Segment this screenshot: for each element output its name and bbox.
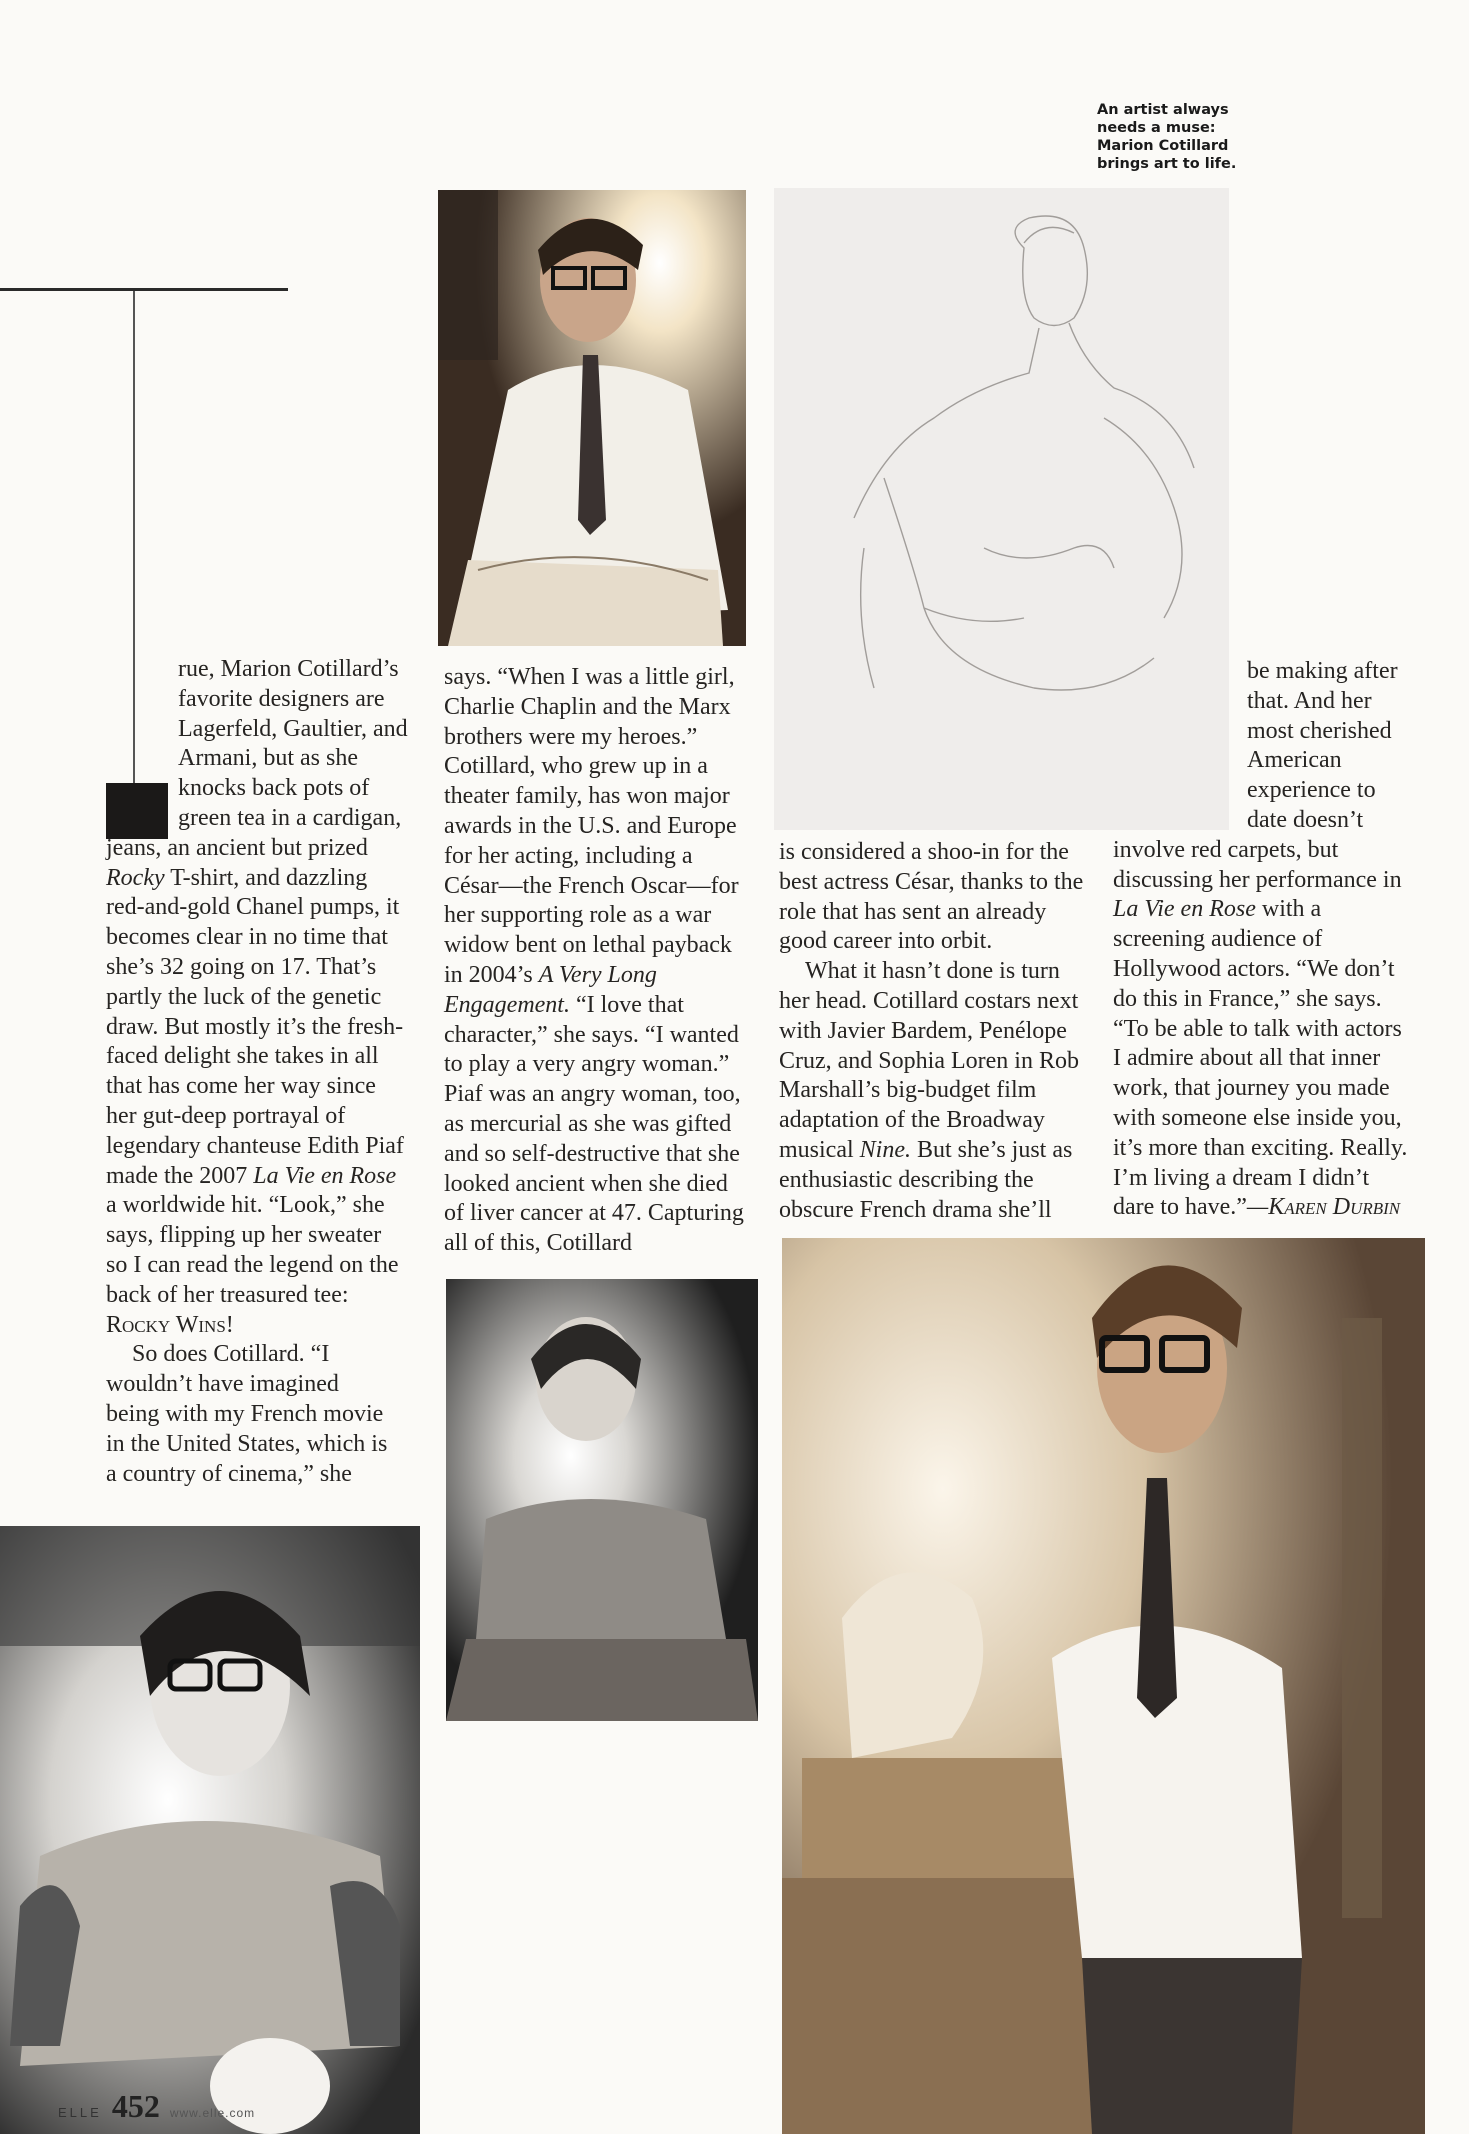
column-2 [444, 663, 750, 1259]
col1-line: knocks back pots of [178, 775, 370, 802]
byline: —Karen Durbin [1246, 1194, 1401, 1221]
photo-caption [1097, 101, 1297, 173]
top-rule [0, 288, 288, 291]
magazine-name: ELLE [58, 2105, 102, 2120]
col1-line: Armani, but as she [178, 745, 358, 772]
column-1 [106, 655, 416, 1489]
column-4 [1113, 657, 1413, 1223]
col4-line: be making after [1247, 658, 1398, 684]
col1-paragraph-2: So does Cotillard. “I wouldn’t have imagined being with my French movie in the United States, which is a country of cinema,” she [106, 1341, 388, 1487]
col1-paragraph: jeans, an ancient but prized Rocky T-shirt, and dazzling red-and-gold Chanel pumps, it becomes clear in no time that she’s 32 going on 17. That’s partly the luck of the genetic draw. But mostly it’s the fresh-faced delight she takes in all that has come her way since her gut-deep portrayal of legendary chanteuse Edith Piaf made the 2007 La Vie en Rose a worldwide hit. “Look,” she says, flipping up her sweater so I can read the legend on the back of her treasured tee: Rocky Wins! [106, 834, 404, 1338]
col3-paragraph-2: What it hasn’t done is turn her head. Cotillard costars next with Javier Bardem, Penélope Cruz, and Sophia Loren in Rob Marshall’s big-budget film adaptation of the Broadway musical Nine. But she’s just as enthusiastic describing the obscure French drama she’ll [779, 958, 1079, 1223]
page-number: 452 [111, 2088, 160, 2124]
col1-line: rue, Marion Cotillard’s [178, 656, 399, 682]
man-with-book-photo [438, 190, 746, 646]
woman-light-flare-photo [446, 1279, 758, 1721]
caption-line: brings art to life. [1097, 156, 1237, 172]
website-url: www.elle.com [169, 2106, 256, 2120]
page-folio [58, 2088, 255, 2128]
col4-paragraph: involve red carpets, but discussing her performance in La Vie en Rose with a screening audience of Hollywood actors. “We don’t do this in France,” she says. “To be able to talk with actors I admire about all that inner work, that journey you made with someone else inside you, it’s more than exciting. Really. I’m living a dream I didn’t dare to have.”—Karen Durbin [1113, 836, 1408, 1221]
col1-line: Lagerfeld, Gaultier, and [178, 715, 408, 742]
col4-line: experience to [1247, 777, 1376, 804]
woman-with-glasses-photo [0, 1526, 420, 2134]
man-with-sculpture-bust-photo [782, 1238, 1425, 2134]
col4-line: that. And her [1247, 687, 1372, 714]
caption-line: An artist always [1097, 102, 1229, 118]
caption-line: needs a muse: [1097, 120, 1216, 136]
col4-line: date doesn’t [1247, 806, 1364, 833]
col1-line: favorite designers are [178, 685, 385, 712]
column-3 [779, 838, 1089, 1225]
col3-paragraph: is considered a shoo-in for the best actress César, thanks to the role that has sent an already good career into orbit. [779, 839, 1084, 955]
col4-line: most cherished [1247, 717, 1392, 744]
col4-line: American [1247, 747, 1342, 774]
col1-line: green tea in a cardigan, [178, 804, 402, 831]
col2-paragraph: says. “When I was a little girl, Charlie Chaplin and the Marx brothers were my heroes.” Cotillard, who grew up in a theater family, has won major awards in the U.S. and Europe for her acting, including a César—the French Oscar—for her supporting role as a war widow bent on lethal payback in 2004’s A Very Long Engagement. “I love that character,” she says. “I wanted to play a very angry woman.” Piaf was an angry woman, too, as mercurial as she was gifted and so self-destructive that she looked ancient when she died of liver cancer at 47. Capturing all of this, Cotillard [444, 664, 744, 1257]
caption-line: Marion Cotillard [1097, 138, 1229, 154]
